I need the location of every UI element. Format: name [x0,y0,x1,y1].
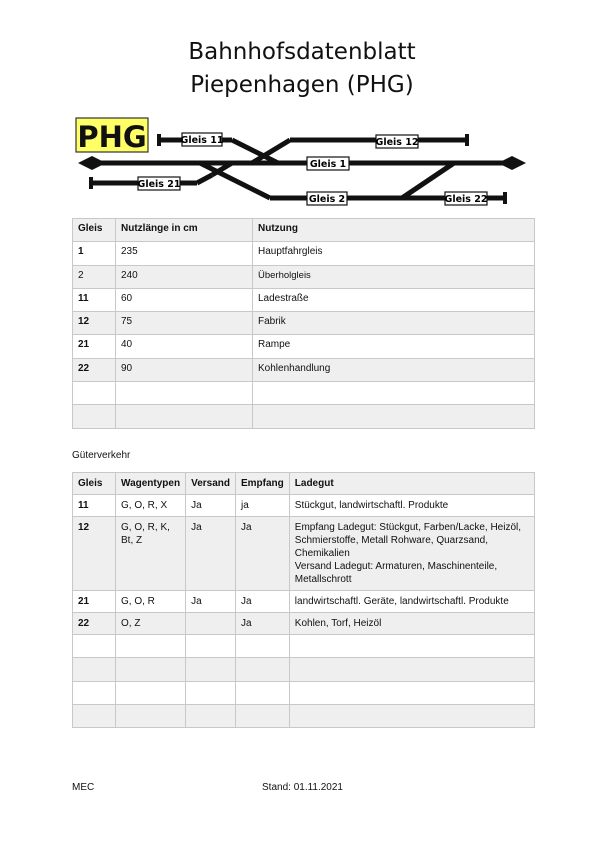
label-gleis-12: Gleis 12 [375,137,419,148]
footer-author: MEC [72,782,95,793]
track-labels [138,133,488,205]
buffer-stop-12 [465,134,469,146]
cell-length: 90 [116,358,253,381]
ladegut-line: Stückgut, landwirtschaftl. Produkte [294,500,449,511]
header-versand: Versand [186,473,236,495]
table-row-empty [73,658,535,681]
table-row [73,591,535,613]
cell-ladegut [289,613,534,635]
header-gleis: Gleis [73,219,116,242]
cell-ladegut [289,517,534,591]
arrow-left-back-icon [92,156,106,170]
cell-length: 240 [116,265,253,288]
header-empfang: Empfang [236,473,290,495]
footer-date: Stand: 01.11.2021 [262,782,343,793]
cell-length: 235 [116,242,253,265]
cell-wagentypen: G, O, R, K, Bt, Z [116,517,186,591]
table-row [73,265,535,288]
table-row [73,288,535,311]
cell-usage: Fabrik [253,312,535,335]
cell-usage: Hauptfahrgleis [253,242,535,265]
cell-usage: Kohlenhandlung [253,358,535,381]
cell-gleis: 12 [73,517,116,591]
label-gleis-11: Gleis 11 [180,135,224,146]
arrow-left-icon [78,156,92,170]
header-wagentypen: Wagentypen [116,473,186,495]
arrow-right-back-icon [498,156,512,170]
table-header-row [73,473,535,495]
header-ladegut: Ladegut [289,473,534,495]
cell-versand [186,613,236,635]
cell-wagentypen: O, Z [116,613,186,635]
cell-length [116,382,253,405]
cell-length [116,405,253,428]
cell-usage: Überholgleis [253,265,535,288]
buffer-stop-11 [157,134,161,146]
ladegut-line: Empfang Ladegut: Stückgut, Farben/Lacke, Heizöl, Schmierstoffe, Metall Rohware, Quarzsand, Chemikalien [294,522,522,559]
cell-gleis [73,382,116,405]
buffer-stop-22 [503,192,507,204]
table-row [73,358,535,381]
cell-ladegut [289,591,534,613]
cell-versand: Ja [186,517,236,591]
table-row-empty [73,681,535,704]
title-line-1: Bahnhofsdatenblatt [188,39,416,65]
cell-length: 40 [116,335,253,358]
cell-gleis: 21 [73,335,116,358]
label-gleis-22: Gleis 22 [444,194,488,205]
table-row [73,495,535,517]
track-diagram [72,112,532,210]
cell-usage [253,382,535,405]
cell-gleis: 22 [73,613,116,635]
table-row [73,312,535,335]
cell-empfang: Ja [236,613,290,635]
table-header-row [73,219,535,242]
header-gleis: Gleis [73,473,116,495]
table-row-empty [73,704,535,727]
cell-usage [253,405,535,428]
track-21-switch-a [197,175,212,183]
header-nutzung: Nutzung [253,219,535,242]
cell-ladegut [289,495,534,517]
table-row-empty [73,405,535,428]
tracks-table [72,218,535,429]
ladegut-line: Versand Ladegut: Armaturen, Maschinenteile, Metallschrott [294,561,498,585]
cell-length: 60 [116,288,253,311]
cell-gleis [73,405,116,428]
header-nutzlaenge: Nutzlänge in cm [116,219,253,242]
label-gleis-1: Gleis 1 [309,159,347,170]
cell-gleis: 11 [73,495,116,517]
station-code-text: PHG [77,120,147,154]
cell-wagentypen: G, O, R [116,591,186,613]
table-row-empty [73,382,535,405]
cell-empfang: Ja [236,517,290,591]
title-line-2: Piepenhagen (PHG) [190,72,414,98]
table-row [73,335,535,358]
cell-gleis: 21 [73,591,116,613]
cell-versand: Ja [186,495,236,517]
cell-gleis: 22 [73,358,116,381]
arrow-right-icon [512,156,526,170]
buffer-stop-21 [89,177,93,189]
table-row [73,613,535,635]
cell-empfang: ja [236,495,290,517]
cell-gleis: 1 [73,242,116,265]
page-title [0,36,604,102]
label-gleis-21: Gleis 21 [137,179,181,190]
cell-empfang: Ja [236,591,290,613]
cell-gleis: 12 [73,312,116,335]
table-row [73,242,535,265]
cell-gleis: 11 [73,288,116,311]
table-row [73,517,535,591]
ladegut-line: landwirtschaftl. Geräte, landwirtschaftl. Produkte [294,596,509,607]
cell-usage: Ladestraße [253,288,535,311]
cell-versand: Ja [186,591,236,613]
table-row-empty [73,635,535,658]
cell-gleis: 2 [73,265,116,288]
cell-usage: Rampe [253,335,535,358]
cell-length: 75 [116,312,253,335]
ladegut-line: Kohlen, Torf, Heizöl [294,618,382,629]
cell-wagentypen: G, O, R, X [116,495,186,517]
track-2-left-switch [200,163,270,198]
label-gleis-2: Gleis 2 [308,194,346,205]
freight-table [72,472,535,728]
freight-heading: Güterverkehr [72,450,131,461]
